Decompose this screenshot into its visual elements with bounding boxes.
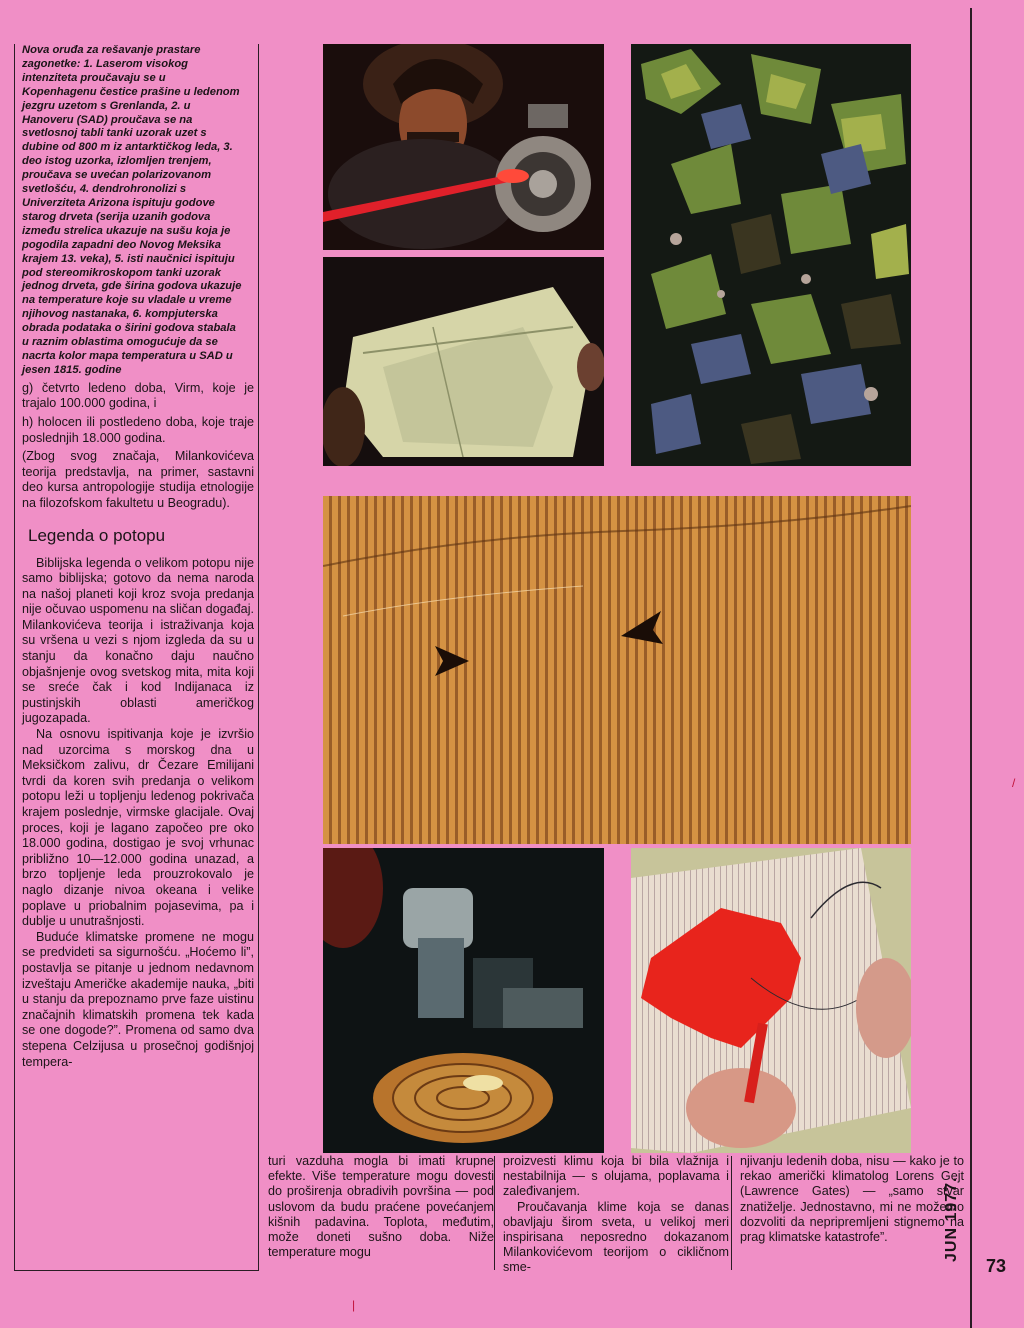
photo-stereomicroscope-art xyxy=(323,848,604,1153)
bottom-rule xyxy=(14,1270,259,1271)
gutter-rule xyxy=(258,44,259,1270)
left-column-rule xyxy=(14,44,15,1270)
red-tick-mark: / xyxy=(1012,776,1016,790)
col-rule-3 xyxy=(731,1156,732,1270)
list-text: četvrto ledeno doba, Virm, koje je trajalo 100.000 godina, i xyxy=(22,380,255,411)
left-column xyxy=(22,44,254,1266)
text-column-3 xyxy=(503,1154,729,1275)
list-marker: g) xyxy=(22,380,34,395)
right-margin-rule xyxy=(970,8,972,1328)
photo-tree-rings xyxy=(323,496,911,844)
page-number: 73 xyxy=(986,1256,1007,1276)
body-paragraph: Buduće klimatske promene ne mogu se predvideti sa sigurnošću. „Hoćemo li”, postavlja se pitanje u jednom nedavnom izveštaju Američke akademije nauka, „biti u stanju da prepoznamo prve faze uistinu značajnih klimatskih promena tek kada se one dogode?”. Promena od samo dva stepena Celzijusa u prosečnoj godišnjoj tempera- xyxy=(22,929,254,1069)
text-column-4 xyxy=(740,1154,964,1266)
list-marker: h) xyxy=(22,414,34,429)
column-text: turi vazduha mogla bi imati krupne efekte. Više temperature mogu dovesti do proširenja obradivih površina — pod uslovom da budu praćene povećanjem kišnih padavina. Toplota, međutim, može doneti sušno doba. Niže temperature mogu xyxy=(268,1154,494,1260)
photo-temperature-map xyxy=(631,848,911,1153)
body-paragraph: Na osnovu ispitivanja koje je izvršio nad uzorcima s morskog dna u Meksičkom zalivu, dr Čezare Emilijani tvrdi da koren svih predanja o velikom potopu leži u topljenju ledenog pokrivača krajem poslednje, virmske glacijale. Ovaj proces, koji je lagano započeo pre oko 18.000 godina, dostigao je svoj vrhunac približno 10—12.000 godina unazad, a brzo topljenje leda prouzrokovalo je naglo dizanje nivoa okeana i velike poplave u priobalnim pojasevima, pa i dublje u unutrašnjosti. xyxy=(22,727,254,929)
photo-laser-ice-core-art xyxy=(323,44,604,250)
photo-tree-rings-art xyxy=(323,496,911,844)
photo-light-table-sample-art xyxy=(323,257,604,466)
body-paragraph: Biblijska legenda o velikom potopu nije samo biblijska; gotovo da nema naroda na našoj planeti koji kroz svoja predanja nije očuvao uspomenu na sličan događaj. Milankovićeva teorija i istraživanja koja su vršena u vezi s njom izgleda da su u stanju da konačno daju naučno objašnjenje ovog svetskog mita, mita koji se sreće čak i kod Indijanaca iz pustinjskih oblasti američkog jugozapada. xyxy=(22,555,254,726)
photo-caption: Nova oruđa za rešavanje prastare zagonetke: 1. Laserom visokog intenziteta proučavaju se u Kopenhagenu čestice prašine u ledenom jezgru uzetom s Grenlanda, 2. u Hanoveru (SAD) proučava se na svetlosnoj tabli tanki uzorak uzet s dubine od 800 m iz antarktičkog leda, 3. deo istog uzorka, izlomljen trenjem, proučava se uvećan polarizovanom svetlošću, 4. dendrohronolizi s Univerziteta Arizona ispituju godove starog drveta (serija uzanih godova između strelica ukazuje na sušu koja je pogodila zapadni deo Novog Meksika krajem 13. veka), 5. isti naučnici ispituju pod stereomikroskopom tanki uzorak jednog drveta, gde širina godova ukazuje na temperature koje su vladale u vreme njihovog nastanaka, 6. kompjuterska obrada podataka o širini godova stabala u raznim oblastima omogućuje da se nacrta kolor mapa temperatura u SAD u jesen 1815. godine xyxy=(22,44,242,376)
photo-temperature-map-art xyxy=(631,848,911,1153)
list-item-g xyxy=(22,381,254,412)
note-paragraph: (Zbog svog značaja, Milankovićeva teorija predstavlja, na primer, sastavni deo kursa antropologije studija etnologije na filozofskom fakultetu u Beogradu). xyxy=(22,449,254,510)
column-text: njivanju ledenih doba, nisu — kako je to rekao američki klimatolog Lorens Gejt (Lawrence Gates) — „samo stvar znatiželje. Jednostavno, mi ne možemo dozvoliti da nepripremljeni stignemo na prag klimatske katastrofe”. xyxy=(740,1154,964,1245)
list-item-h xyxy=(22,415,254,446)
issue-date: JUN 1977. xyxy=(943,1176,960,1262)
col-rule-2 xyxy=(494,1156,495,1270)
list-text: holocen ili postledeno doba, koje traje poslednjih 18.000 godina. xyxy=(22,414,254,445)
column-text: Proučavanja klime koja se danas obavljaju širom sveta, u velikoj meri inspirisana neposredno dokazanom Milankovićevom teorijom o cikličnom sme- xyxy=(503,1199,729,1275)
section-heading: Legenda o potopu xyxy=(28,525,166,545)
photo-polarized-ice xyxy=(631,44,911,466)
red-tick-mark: | xyxy=(352,1298,356,1312)
photo-laser-ice-core xyxy=(323,44,604,250)
text-column-2 xyxy=(268,1154,494,1266)
photo-stereomicroscope xyxy=(323,848,604,1153)
photo-polarized-ice-art xyxy=(631,44,911,466)
column-text: proizvesti klimu koja bi bila vlažnija i nestabilnija — s olujama, poplavama i zaleđivanjem. xyxy=(503,1154,729,1199)
photo-light-table-sample xyxy=(323,257,604,466)
